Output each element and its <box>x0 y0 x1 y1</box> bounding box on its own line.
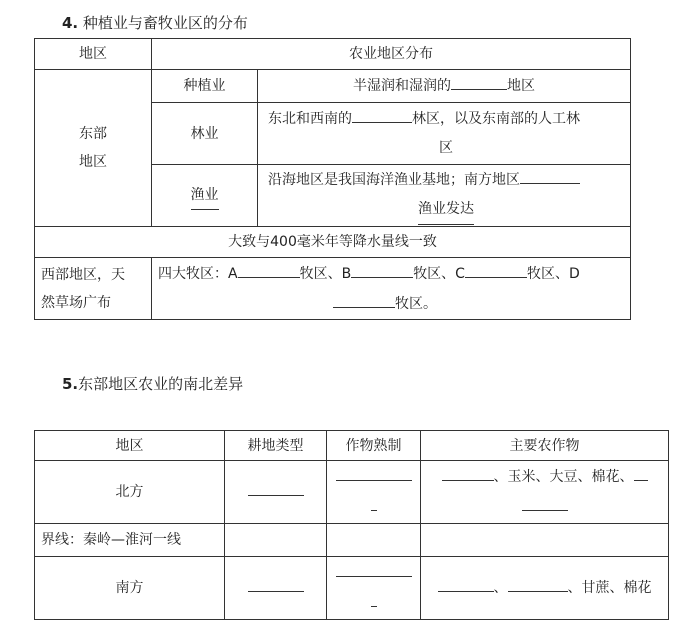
border-empty-1 <box>225 524 327 557</box>
pasture-a: 四大牧区：A <box>158 265 238 282</box>
pasture-c: 牧区、C <box>413 265 465 282</box>
border-empty-3 <box>421 524 669 557</box>
farming-label: 种植业 <box>152 70 258 103</box>
forestry-text-a: 东北和西南的 <box>268 110 352 127</box>
north-crops-text: 、玉米、大豆、棉花、 <box>493 469 634 485</box>
west-region-cell <box>35 258 152 320</box>
north-south-table <box>34 430 669 620</box>
blank-pasture-d[interactable] <box>333 293 395 308</box>
blank-fishery[interactable] <box>520 169 580 184</box>
farming-text-b: 地区 <box>507 78 535 94</box>
blank-south-crop-1[interactable] <box>438 577 494 592</box>
border-line: 界线：秦岭—淮河一线 <box>35 524 225 557</box>
blank-north-system-tail[interactable] <box>371 496 377 511</box>
fishery-label <box>152 165 258 227</box>
pasture-b: 牧区、B <box>299 265 352 282</box>
forestry-text <box>258 103 631 165</box>
farming-text-a: 半湿润和湿润的 <box>353 78 451 94</box>
blank-south-crop-2[interactable] <box>508 577 568 592</box>
section-5-heading <box>62 373 243 394</box>
section-5-title: 东部地区农业的南北差异 <box>78 375 244 393</box>
pasture-d: 牧区、D <box>526 265 580 282</box>
fishery-text-b: 渔业发达 <box>418 195 474 225</box>
header-land-type: 耕地类型 <box>225 431 327 461</box>
east-label-2: 地区 <box>79 154 107 170</box>
border-empty-2 <box>327 524 421 557</box>
section-4-heading <box>62 12 248 33</box>
south-crops-cell <box>421 557 669 620</box>
blank-north-land[interactable] <box>248 481 304 496</box>
fishery-text <box>258 165 631 227</box>
south-label: 南方 <box>35 557 225 620</box>
forestry-text-b: 林区，以及东南部的人工林 <box>412 110 580 127</box>
fishery-text-a: 沿海地区是我国海洋渔业基地；南方地区 <box>268 172 520 188</box>
north-label: 北方 <box>35 461 225 524</box>
pasture-e: 牧区。 <box>395 295 437 312</box>
south-crops-sep: 、 <box>493 580 508 596</box>
north-system-cell <box>327 461 421 524</box>
south-system-cell <box>327 557 421 620</box>
west-label-2: 然草场广布 <box>41 294 111 311</box>
header-region: 地区 <box>35 39 152 70</box>
blank-pasture-c[interactable] <box>465 263 527 278</box>
header-region-2: 地区 <box>35 431 225 461</box>
north-crops-cell <box>421 461 669 524</box>
south-crops-text: 、甘蔗、棉花 <box>567 580 652 596</box>
blank-north-crop-2[interactable] <box>634 466 648 481</box>
header-distribution: 农业地区分布 <box>152 39 631 70</box>
north-land-cell <box>225 461 327 524</box>
blank-north-crop-1[interactable] <box>442 466 494 481</box>
east-region-cell <box>35 70 152 227</box>
blank-north-crop-3[interactable] <box>522 496 568 511</box>
west-label-1: 西部地区，天 <box>41 266 125 283</box>
fishery-label-text: 渔业 <box>191 181 219 210</box>
pasture-text <box>152 258 631 320</box>
section-4-number: 4. <box>62 14 79 32</box>
blank-south-system[interactable] <box>336 562 412 577</box>
south-land-cell <box>225 557 327 620</box>
blank-pasture-b[interactable] <box>351 263 413 278</box>
header-main-crops: 主要农作物 <box>421 431 669 461</box>
blank-north-system[interactable] <box>336 466 412 481</box>
east-label-1: 东部 <box>79 126 107 142</box>
farming-text <box>258 70 631 103</box>
forestry-label: 林业 <box>152 103 258 165</box>
section-4-title: 种植业与畜牧业区的分布 <box>82 14 248 32</box>
blank-south-land[interactable] <box>248 577 304 592</box>
blank-south-system-tail[interactable] <box>371 592 377 607</box>
blank-forestry[interactable] <box>352 108 412 123</box>
blank-pasture-a[interactable] <box>238 263 300 278</box>
forestry-text-c: 区 <box>439 139 453 156</box>
line-400mm: 大致与400毫米年等降水量线一致 <box>35 227 631 258</box>
header-crop-system: 作物熟制 <box>327 431 421 461</box>
blank-farming[interactable] <box>451 75 507 90</box>
section-5-number: 5. <box>62 375 79 393</box>
planting-pasture-table <box>34 38 631 320</box>
